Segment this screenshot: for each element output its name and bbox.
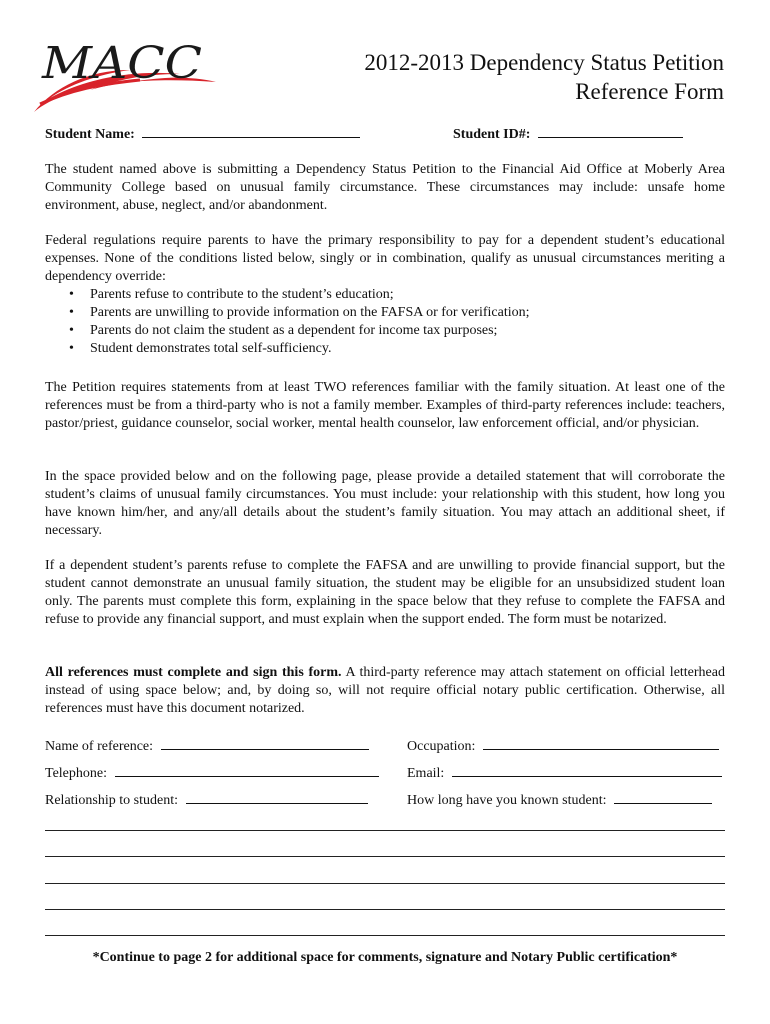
list-item: • Parents refuse to contribute to the student’s education; [67,286,725,304]
reference-name-field [45,736,369,755]
dependent-paragraph: If a dependent student’s parents refuse to complete the FAFSA and are unwilling to provide financial support, but the student cannot demonstrate an unusual family situation, the student may be eligible for an unsubsidized student loan only. The parents must complete this form, explaining in the space below that they refuse to complete the FAFSA and refuse to provide any financial support, and must explain when the support ended. The form must be notarized. [45,558,725,627]
relationship-label: Relationship to student: [45,793,178,808]
list-item: • Parents are unwilling to provide information on the FAFSA or for verification; [67,304,725,322]
statement-line[interactable] [45,830,725,831]
email-label: Email: [407,766,445,781]
intro-paragraph: The student named above is submitting a Dependency Status Petition to the Financial Aid Office at Moberly Area Community College based on unusual family circumstance. These circumstances may include: unsafe home environment, abuse, neglect, and/or abandonment. [45,162,725,213]
known-duration-field [407,790,712,809]
references-paragraph [45,664,725,718]
telephone-label: Telephone: [45,766,107,781]
student-id-field [453,124,683,143]
macc-logo [30,20,225,118]
student-id-label: Student ID#: [453,127,531,142]
student-name-field [45,124,360,143]
telephone-blank[interactable] [115,763,379,777]
space-paragraph: In the space provided below and on the following page, please provide a detailed statement that will corroborate the student’s claims of unusual family circumstances. You must include: your relationship with this student, how long you have known him/her, and any/all details about the student’s family situation. You may attach an additional sheet, if necessary. [45,469,725,538]
references-bold-text: All references must complete and sign this form. [45,665,342,680]
email-blank[interactable] [452,763,722,777]
list-item: • Parents do not claim the student as a dependent for income tax purposes; [67,322,725,340]
references-text: A third-party reference may attach statement on official letterhead instead of using space below; and, by doing so, will not require official notary public certification. Otherwise, all references must have this document notarized. [45,665,725,716]
list-item: • Student demonstrates total self-sufficiency. [67,340,725,358]
student-name-label: Student Name: [45,127,135,142]
relationship-blank[interactable] [186,790,368,804]
reference-name-blank[interactable] [161,736,369,750]
reference-row-1 [45,736,725,756]
title-line-1: 2012-2013 Dependency Status Petition [364,50,724,75]
federal-paragraph: Federal regulations require parents to have the primary responsibility to pay for a dependent student’s educational expenses. None of the conditions listed below, singly or in combination, qualify as unusual circumstances meriting a dependency override: [45,233,725,284]
reference-name-label: Name of reference: [45,739,154,754]
footer-note: *Continue to page 2 for additional space for comments, signature and Notary Public certification* [92,950,678,965]
reference-row-2 [45,763,725,783]
federal-section [45,232,725,358]
conditions-list [45,286,725,358]
telephone-field [45,763,379,782]
title-line-2: Reference Form [575,79,724,104]
petition-paragraph: The Petition requires statements from at least TWO references familiar with the family situation. At least one of the references must be from a third-party who is not a family member. Examples of third-party references include: teachers, pastor/priest, guidance counselor, social worker, mental health counselor, law enforcement official, and/or physician. [45,380,725,431]
student-id-blank[interactable] [538,124,683,138]
statement-line[interactable] [45,909,725,910]
reference-row-3 [45,790,725,810]
known-duration-label: How long have you known student: [407,793,607,808]
statement-line[interactable] [45,883,725,884]
statement-line[interactable] [45,856,725,857]
occupation-blank[interactable] [483,736,719,750]
occupation-field [407,736,719,755]
student-name-blank[interactable] [142,124,360,138]
relationship-field [45,790,368,809]
known-duration-blank[interactable] [614,790,712,804]
statement-line[interactable] [45,935,725,936]
logo-wordmark: MACC [40,38,202,89]
occupation-label: Occupation: [407,739,476,754]
form-title [364,48,724,106]
email-field [407,763,722,782]
